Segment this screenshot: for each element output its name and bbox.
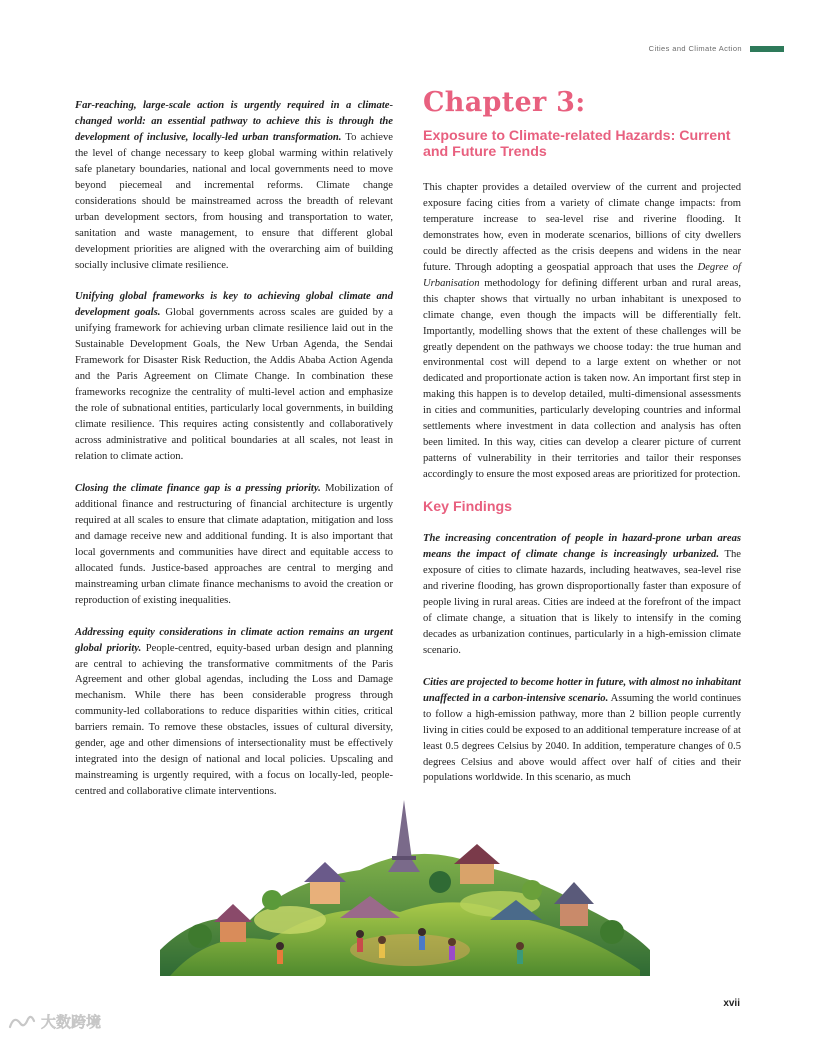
- finding-paragraph: [423, 531, 741, 659]
- watermark-text: 大数跨境: [41, 1013, 102, 1031]
- watermark: [8, 1011, 101, 1032]
- paragraph-lead: Addressing equity considerations in climate action remains an urgent global priority.: [75, 626, 393, 654]
- intro-part1: This chapter provides a detailed overview of the current and projected exposure facing cities from a variety of climate change impacts: from temperature increase to sea-level rise and riverine flooding. It demonstrates how, even in moderate scenarios, billions of city dwellers could be directly affected as the crisis deepens and widens in the near future. Through adopting a geospatial approach that uses the: [423, 182, 741, 273]
- city-climate-illustration: [160, 800, 650, 976]
- left-paragraph: [75, 625, 393, 800]
- paragraph-body: Mobilization of additional finance and restructuring of financial architecture is urgently required at all scales to ensure that climate adaptation, mitigation and loss and damage receive new and additional funding. It is also important that local governments and communities have direct and equitable access to allocated funds. Justice-based approaches are central to merging and mainstreaming urban climate finance mechanisms to avoid the creation or reproduction of existing inequalities.: [75, 482, 393, 606]
- chapter-intro: [423, 180, 741, 483]
- left-column: [75, 98, 393, 816]
- key-findings-heading: Key Findings: [423, 499, 513, 516]
- watermark-logo-icon: [8, 1013, 36, 1031]
- chapter-title: Chapter 3:: [423, 87, 586, 118]
- paragraph-body: To achieve the level of change necessary to keep global warming within relatively safe planetary boundaries, national and local governments need to move beyond piecemeal and incremental reforms. Climate change considerations should be mainstreamed across the breadth of relevant urban development sectors, from housing and transportation to water, sanitation and waste management, to ensure that different global development priorities are aligned with the overarching aim of building socially inclusive climate resilience.: [75, 131, 393, 271]
- chapter-subtitle: Exposure to Climate-related Hazards: Current and Future Trends: [423, 128, 731, 160]
- paragraph-lead: Far-reaching, large-scale action is urgently required in a climate-changed world: an essential pathway to achieve this is through the development of inclusive, locally-led urban transformation.: [75, 100, 393, 143]
- left-paragraph: [75, 481, 393, 609]
- finding-lead: Cities are projected to become hotter in future, with almost no inhabitant unaffected in a carbon-intensive scenario.: [423, 676, 741, 704]
- paragraph-body: Global governments across scales are guided by a unifying framework for achieving urban climate resilience laid out in the Sustainable Development Goals, the New Urban Agenda, the Sendai Framework for Disaster Risk Reduction, the Addis Ababa Action Agenda and the Paris Agreement on Climate Change. In combination these frameworks recognize the centrality of multi-level action and emphasize the role of subnational entities, particularly local governments, in building climate resilience. This requires acting consistently and collaboratively across administrative and political boundaries at all scales, not least in relation to climate action.: [75, 307, 393, 463]
- left-paragraph: [75, 289, 393, 464]
- paragraph-body: People-centred, equity-based urban design and planning are central to achieving the transformative commitments of the Paris Agreement and other global agendas, including the Loss and Damage mechanism. While there has been considerable progress through community-led collaborations to reduce disparities within cities, critical barriers remain. To remove these obstacles, issues of cultural diversity, gender, age and other dimensions of intersectionality must be effectively integrated into the design of national and local policies. Upscaling and mainstreaming is urgently required, with a focus on locally-led, people-centred and collaborative climate interventions.: [75, 642, 393, 798]
- left-paragraph: [75, 98, 393, 273]
- finding-body: The exposure of cities to climate hazards, including heatwaves, sea-level rise and riverine flooding, has grown disproportionally faster than exposure of people living in rural areas. Cities are indeed at the forefront of the impact of climate change, a situation that is likely to intensify in the coming decades as urbanization continues, particularly in a high-emission climate scenario.: [423, 549, 741, 656]
- intro-part2: methodology for defining different urban and rural areas, this chapter shows that virtually no urban inhabitant is unexposed to climate change, even though the impacts will be differentially felt. Importantly, modelling shows that the extent of these challenges will be greatly dependent on the pathways we choose today: the true human and environmental cost will depend to a large extent on whether or not dedicated and proportionate action is taken now. An important first step in making this happen is to develop detailed, multi-dimensional assessments in cities and communities, particularly developing countries and informal settlements where investment in data collection and analysis has often been limited. In this way, cities can develop a clearer picture of current patterns of vulnerability in their territories and tailor their responses accordingly to ensure the most exposed areas are prioritized for protection.: [423, 277, 741, 481]
- right-column: [423, 87, 741, 802]
- page-number: xvii: [723, 998, 740, 1009]
- intro-term: Degree of Urbanisation: [423, 261, 741, 289]
- paragraph-lead: Unifying global frameworks is key to achieving global climate and development goals.: [75, 291, 393, 319]
- paragraph-lead: Closing the climate finance gap is a pressing priority.: [75, 482, 321, 494]
- running-header: [649, 44, 784, 53]
- finding-paragraph: [423, 675, 741, 787]
- running-header-title: Cities and Climate Action: [648, 44, 742, 53]
- finding-lead: The increasing concentration of people in hazard-prone urban areas means the impact of climate change is increasingly urbanized.: [423, 533, 741, 561]
- running-header-accent-bar: [750, 46, 784, 52]
- finding-body: Assuming the world continues to follow a high-emission pathway, more than 2 billion people currently living in cities could be exposed to an additional temperature increase of at least 0.5 degrees Celsius by 2040. In addition, temperature changes of 0.5 degrees Celsius and above would affect over half of cities and their populations worldwide. In this scenario, as much: [423, 692, 741, 784]
